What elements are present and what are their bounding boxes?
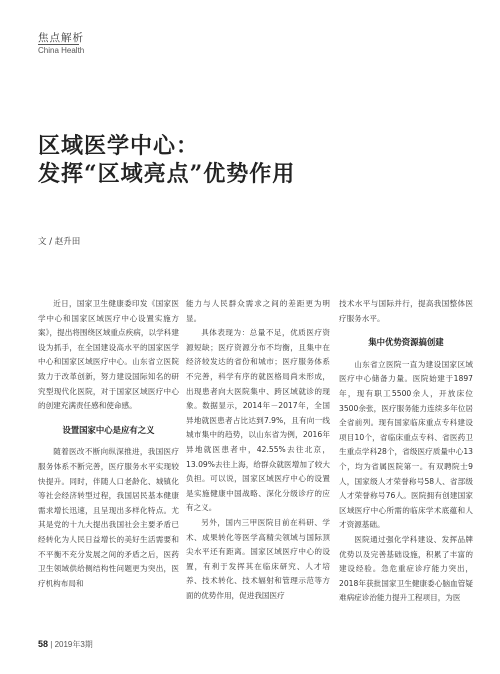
paragraph: 随着医改不断向纵深推进，我国医疗服务体系不断完善，医疗服务水平实现较快提升。同时，伴随人口老龄化、城镇化等社会经济转型过程，我国居民基本健康需求增长迅速，且呈现出多样化特点。尤其是党的十九大提出我国社会主要矛盾已经转化为人民日益增长的美好生活需要和不平衡不充分发展之间的矛盾之后，医药卫生领域供给侧结构性问题更为突出，医疗机构布局和: [38, 447, 179, 588]
page-footer: [38, 639, 93, 650]
article-column-2: [186, 297, 330, 603]
article-column-3: [339, 297, 473, 606]
paragraph: 山东省立医院一直为建设国家区域医疗中心储备力量。医院始建于1897年，现有职工5500余人，开放床位3500余张，医疗服务能力连续多年位居全省前列。现有国家临床重点专科建设项目10个，省临床重点专科、省医药卫生重点学科28个，省级医疗质量中心13个，均为省属医院第一。有双聘院士9人，国家级人才荣誉称号58人、省部级人才荣誉称号76人。医院拥有创建国家区域医疗中心所需的临床学术底蕴和人才资源基础。: [339, 359, 473, 530]
section-header: [38, 30, 84, 45]
page-number: 58: [38, 639, 49, 649]
article-column-1: [38, 297, 179, 591]
paragraph: 近日，国家卫生健康委印发《国家医学中心和国家区域医疗中心设置实施方案》，提出将围绕区域重点疾病，以学科建设为抓手，在全国建设高水平的国家医学中心和国家区域医疗中心。山东省立医院致力于改革创新，努力建设国际知名的研究型现代化医院，对于国家区域医疗中心的创建充满责任感和使命感。: [38, 299, 179, 411]
section-heading: 设置国家中心是应有之义: [62, 424, 155, 435]
paragraph: 医院通过强化学科建设、发挥品牌优势以及完善基础设施，积累了丰富的建设经验。急危重症诊疗能力突出，2018年获批国家卫生健康委心脑血管疑难病症诊治能力提升工程项目，为医: [339, 534, 473, 603]
section-label-en: China Health: [38, 46, 85, 55]
author-byline: 文 / 赵升田: [38, 237, 81, 247]
paragraph: 另外，国内三甲医院目前在科研、学术、成果转化等医学高精尖领域与国际顶尖水平还有距离。国家区域医疗中心的设置，有利于发挥其在临床研究、人才培养、技术转化、技术辐射和管理示范等方面的优势作用，促进我国医疗: [186, 517, 330, 600]
paragraph: 具体表现为：总量不足，优质医疗资源短缺；医疗资源分布不均衡，且集中在经济较发达的省份和城市；医疗服务体系不完善，科学有序的就医格局尚未形成，出现患者向大医院集中、跨区域就诊的现象。数据显示，2014年－2017年，全国异地就医患者占比达到7.9%，且有向一线城市集中的趋势，以山东省为例，2016年异地就医患者中，42.55%去往北京，13.09%去往上海，给群众就医增加了较大负担。可以说，国家区域医疗中心的设置是实施健康中国战略、深化分级诊疗的应有之义。: [186, 328, 330, 513]
paragraph: 技术水平与国际并行，提高我国整体医疗服务水平。: [339, 299, 473, 323]
issue-label: 2019年3期: [54, 640, 93, 649]
article-title: [38, 132, 295, 188]
title-line-2: 发挥“区域亮点”优势作用: [38, 161, 296, 187]
section-label: 焦点解析: [38, 32, 84, 44]
paragraph: 能力与人民群众需求之间的差距更为明显。: [186, 299, 330, 323]
section-heading: 集中优势资源搞创建: [368, 337, 444, 348]
header-rule: [38, 44, 79, 45]
footer-separator: |: [50, 640, 55, 649]
title-line-1: 区域医学中心：: [38, 133, 200, 159]
